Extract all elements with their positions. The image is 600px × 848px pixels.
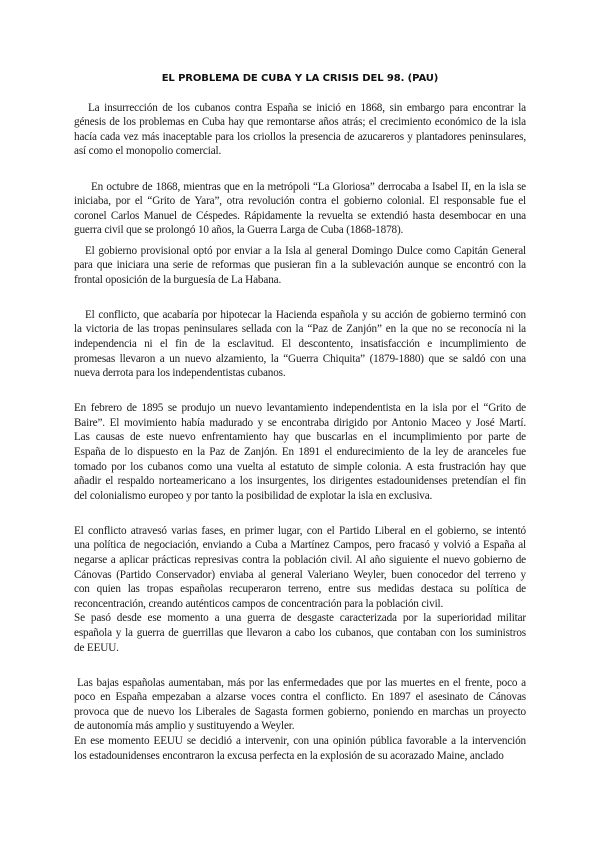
- text-line: hacía cada vez más inaceptable para los criollos la presencia de azucareros y plantadores peninsulares,: [74, 130, 526, 143]
- text-line: provoca que de nuevo los Liberales de Sagasta formen gobierno, poniendo en marchas un proyecto: [74, 705, 526, 718]
- text-line: iniciaba, por el “Grito de Yara”, otra revolución contra el gobierno colonial. El responsable fue el: [74, 195, 526, 208]
- text-line: España de lo dispuesto en la Paz de Zanjón. En 1891 el endurecimiento de la ley de aranceles fue: [74, 446, 526, 459]
- text-line: El conflicto, que acabaría por hipotecar la Hacienda española y su acción de gobierno terminó con: [85, 308, 526, 321]
- text-line: En febrero de 1895 se produjo un nuevo levantamiento independentista en la isla por el “Grito de: [74, 402, 526, 415]
- text-line: reconcentración, creando auténticos campos de concentración para la población civil.: [74, 597, 444, 610]
- text-line: tomado por los cubanos como una vuelta al estatuto de simple colonia. A esta frustración hay que: [74, 460, 526, 473]
- paragraph: [74, 401, 526, 503]
- text-line: promesas llevaron a un nuevo alzamiento, la “Guerra Chiquita” (1879-1880) que se saldó con una: [74, 352, 526, 365]
- text-line: los estadounidenses encontraron la excusa perfecta en la explosión de su acorazado Maine, anclado: [74, 749, 504, 762]
- text-line: así como el monopolio comercial.: [74, 145, 222, 158]
- text-line: El gobierno provisional optó por enviar a la Isla al general Domingo Dulce como Capitán General: [85, 244, 526, 257]
- text-line: una política de negociación, enviando a Cuba a Martínez Campos, pero fracasó y volvió a España al: [74, 539, 526, 552]
- text-line: guerra civil que se prolongó 10 años, la Guerra Larga de Cuba (1868-1878).: [74, 224, 404, 237]
- text-line: Se pasó desde ese momento a una guerra de desgaste caracterizada por la superioridad militar: [74, 612, 526, 625]
- text-line: coronel Carlos Manuel de Céspedes. Rápidamente la revuelta se extendió hasta desembocar en una: [74, 209, 526, 222]
- text-line: negarse a aplicar prácticas represivas contra la población civil. Al año siguiente el nuevo gobierno de: [74, 554, 526, 567]
- text-line: Baire”. El movimiento había madurado y se encontraba dirigido por Antonio Maceo y José Martí.: [74, 416, 526, 429]
- text-line: española y la guerra de guerrillas que llevaron a cabo los cubanos, que contaban con los suministros: [74, 627, 526, 640]
- text-line: para que iniciara una serie de reformas que pusieran fin a la sublevación aunque se encontró con la: [74, 259, 526, 272]
- text-line: con quien las tropas españolas recuperaron terreno, entre sus medidas destaca su política de: [74, 583, 526, 596]
- text-line: nueva derrota para los independentistas cubanos.: [74, 367, 286, 380]
- text-line: génesis de los problemas en Cuba hay que remontarse años atrás; el crecimiento económico de la isla: [74, 116, 526, 129]
- paragraph: [74, 101, 526, 159]
- paragraph: [74, 180, 526, 238]
- text-line: independencia ni el fin de la esclavitud. El descontento, insatisfacción e incumplimiento de: [74, 338, 526, 351]
- text-line: añadir el respaldo norteamericano a los insurgentes, los dirigentes estadounidenses pretendían el fin: [74, 475, 526, 488]
- paragraph: [74, 308, 526, 381]
- text-line: frontal oposición de la burguesía de La Habana.: [74, 273, 282, 286]
- text-line: Las causas de este nuevo enfrentamiento hay que buscarlas en el incumplimiento por parte de: [74, 431, 526, 444]
- text-line: En octubre de 1868, mientras que en la metrópoli “La Gloriosa” derrocaba a Isabel II, en la isla se: [91, 180, 526, 193]
- paragraph: [74, 524, 526, 655]
- text-line: del colonialismo europeo y por tanto la posibilidad de explotar la isla en exclusiva.: [74, 489, 433, 502]
- text-line: La insurrección de los cubanos contra España se inició en 1868, sin embargo para encontrar la: [88, 101, 526, 114]
- text-line: En ese momento EEUU se decidió a intervenir, con una opinión pública favorable a la intervención: [74, 735, 526, 748]
- text-line: El conflicto atravesó varias fases, en primer lugar, con el Partido Liberal en el gobierno, se intentó: [74, 524, 526, 537]
- text-line: Cánovas (Partido Conservador) enviaba al general Valeriano Weyler, buen conocedor del terreno y: [74, 568, 526, 581]
- paragraph: [74, 676, 526, 764]
- text-line: poco en España empezaban a alzarse voces contra el conflicto. En 1897 el asesinato de Cánovas: [74, 691, 526, 704]
- document-title: EL PROBLEMA DE CUBA Y LA CRISIS DEL 98. (PAU): [161, 73, 439, 84]
- text-line: de autonomía más amplio y sustituyendo a Weyler.: [74, 720, 295, 733]
- text-line: de EEUU.: [74, 641, 119, 654]
- text-line: la victoria de las tropas peninsulares sellada con la “Paz de Zanjón” en la que no se reconocía ni la: [74, 323, 526, 336]
- paragraph: [74, 244, 526, 288]
- text-line: Las bajas españolas aumentaban, más por las enfermedades que por las muertes en el frente, poco a: [77, 676, 526, 689]
